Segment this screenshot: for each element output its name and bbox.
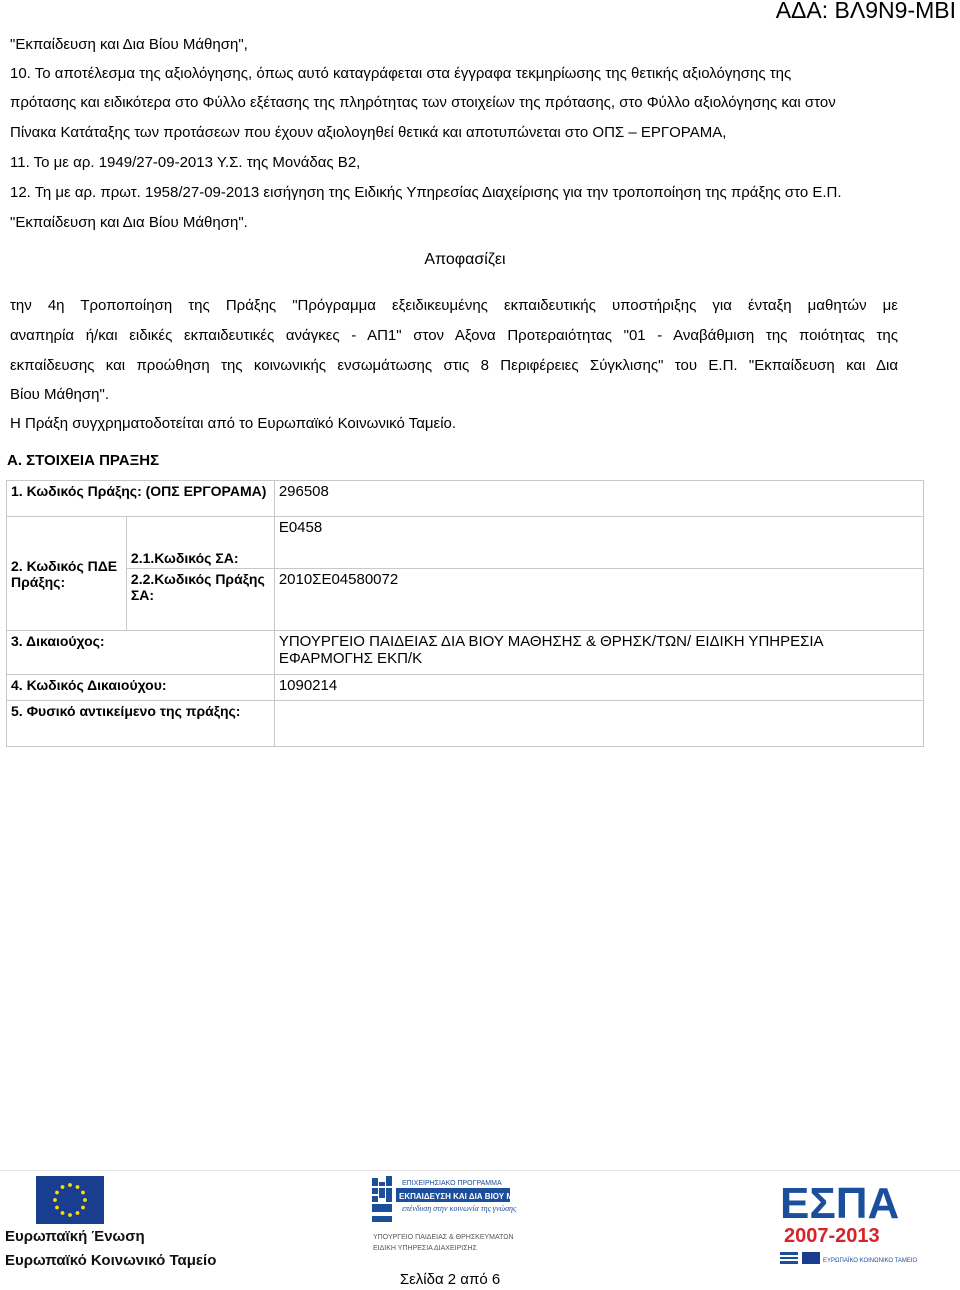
- eu-star: [61, 1211, 65, 1215]
- ekp-line2: ΕΚΠΑΙΔΕΥΣΗ ΚΑΙ ΔΙΑ ΒΙΟΥ ΜΑΘΗΣΗ: [399, 1192, 542, 1201]
- table-value: 2010ΣΕ04580072: [274, 569, 923, 631]
- table-value: [274, 701, 923, 747]
- cofinance-note: Η Πράξη συγχρηματοδοτείται από το Ευρωπαϊκό Κοινωνικό Ταμείο.: [10, 415, 457, 432]
- espa-tagline: ΕΥΡΩΠΑΪΚΟ ΚΟΙΝΩΝΙΚΟ ΤΑΜΕΙΟ: [823, 1258, 918, 1264]
- ekp-line3: επένδυση στην κοινωνία της γνώσης: [402, 1204, 517, 1213]
- eu-star: [81, 1206, 85, 1210]
- text-line: 10. Το αποτέλεσμα της αξιολόγησης, όπως αυτό καταγράφεται στα έγγραφα τεκμηρίωσης της θετικής αξιολόγησης της: [10, 65, 792, 82]
- espa-years: 2007-2013: [784, 1225, 880, 1247]
- eu-star: [55, 1191, 59, 1195]
- project-data-table: [6, 480, 924, 747]
- ada-identifier: ΑΔΑ: ΒΛ9Ν9-ΜΒΙ: [775, 0, 956, 23]
- espa-title: ΕΣΠΑ: [780, 1179, 900, 1228]
- decision-line: αναπηρία ή/και ειδικές εκπαιδευτικές ανάγκες - ΑΠ1" στον Αξονα Προτεραιότητας "01 - Αναβάθμιση της ποιότητας της: [10, 327, 898, 344]
- decision-paragraph: [10, 291, 898, 381]
- decision-line: την 4η Τροποποίηση της Πράξης "Πρόγραμμα εξειδικευμένης εκπαιδευτικής υποστήριξης για ένταξη μαθητών με: [10, 297, 898, 314]
- eu-star: [61, 1185, 65, 1189]
- text-line: "Εκπαίδευση και Δια Βίου Μάθηση".: [10, 214, 248, 231]
- section-a-title: Α. ΣΤΟΙΧΕΙΑ ΠΡΑΞΗΣ: [7, 452, 160, 469]
- footer-divider: [0, 1170, 960, 1171]
- table-label: 2.1.Κωδικός ΣΑ:: [126, 517, 274, 569]
- table-row: [7, 701, 924, 747]
- page-number: Σελίδα 2 από 6: [399, 1271, 501, 1288]
- text-line: Πίνακα Κατάταξης των προτάσεων που έχουν αξιολογηθεί θετικά και αποτυπώνεται στο ΟΠΣ – ΕΡΓΟΡΑΜΑ,: [10, 124, 727, 141]
- ekp-line1: ΕΠΙΧΕΙΡΗΣΙΑΚΟ ΠΡΟΓΡΑΜΜΑ: [402, 1180, 502, 1187]
- eu-flag-icon: [36, 1176, 104, 1224]
- eu-star: [53, 1198, 57, 1202]
- table-label: 2.2.Κωδικός Πράξης ΣΑ:: [126, 569, 274, 631]
- text-line: "Εκπαίδευση και Δια Βίου Μάθηση",: [10, 36, 248, 53]
- table-label: 5. Φυσικό αντικείμενο της πράξης:: [7, 701, 275, 747]
- decision-line: εκπαίδευσης και προώθηση της κοινωνικής ενσωμάτωσης στις 8 Περιφέρειες Σύγκλισης" του Ε.Π. "Εκπαίδευση και Δια: [10, 357, 898, 374]
- eu-union-label: Ευρωπαϊκή Ένωση: [5, 1228, 145, 1245]
- text-line: 11. Το με αρ. 1949/27-09-2013 Υ.Σ. της Μονάδας Β2,: [10, 154, 361, 171]
- table-label: 3. Δικαιούχος:: [7, 631, 275, 675]
- table-label: 4. Κωδικός Δικαιούχου:: [7, 675, 275, 701]
- ekp-line5: ΕΙΔΙΚΗ ΥΠΗΡΕΣΙΑ ΔΙΑΧΕΙΡΙΣΗΣ: [373, 1245, 477, 1252]
- eu-star: [83, 1198, 87, 1202]
- decision-line: Βίου Μάθηση".: [10, 386, 109, 403]
- table-value: Ε0458: [274, 517, 923, 569]
- ekp-line4: ΥΠΟΥΡΓΕΙΟ ΠΑΙΔΕΙΑΣ & ΘΡΗΣΚΕΥΜΑΤΩΝ: [373, 1234, 514, 1241]
- eu-star: [76, 1185, 80, 1189]
- table-value: ΥΠΟΥΡΓΕΙΟ ΠΑΙΔΕΙΑΣ ΔΙΑ ΒΙΟΥ ΜΑΘΗΣΗΣ & ΘΡΗΣΚ/ΤΩΝ/ ΕΙΔΙΚΗ ΥΠΗΡΕΣΙΑ ΕΦΑΡΜΟΓΗΣ ΕΚΠ/Κ: [274, 631, 923, 675]
- eu-fund-label: Ευρωπαϊκό Κοινωνικό Ταμείο: [5, 1252, 217, 1269]
- table-value: 1090214: [274, 675, 923, 701]
- espa-logo-icon: [778, 1176, 918, 1276]
- eu-star: [68, 1183, 72, 1187]
- table-value: 296508: [274, 481, 923, 517]
- eu-star: [55, 1206, 59, 1210]
- table-label: 1. Κωδικός Πράξης: (ΟΠΣ ΕΡΓΟΡΑΜΑ): [7, 481, 275, 517]
- text-line: πρότασης και ειδικότερα στο Φύλλο εξέτασης της πληρότητας των στοιχείων της πρότασης, στο Φύλλο αξιολόγησης και στον: [10, 94, 836, 111]
- text-line: 12. Τη με αρ. πρωτ. 1958/27-09-2013 εισήγηση της Ειδικής Υπηρεσίας Διαχείρισης για την τροποποίηση της πράξης στο Ε.Π.: [10, 184, 842, 201]
- eu-star: [76, 1211, 80, 1215]
- table-label: 2. Κωδικός ΠΔΕ Πράξης:: [7, 517, 127, 631]
- eu-star: [68, 1213, 72, 1217]
- table-row: [7, 569, 924, 631]
- table-row: [7, 631, 924, 675]
- table-row: [7, 517, 924, 569]
- table-row: [7, 481, 924, 517]
- decides-heading: Αποφασίζει: [424, 251, 506, 268]
- table-row: [7, 675, 924, 701]
- eu-star: [81, 1191, 85, 1195]
- ekp-logo-icon: [372, 1176, 542, 1254]
